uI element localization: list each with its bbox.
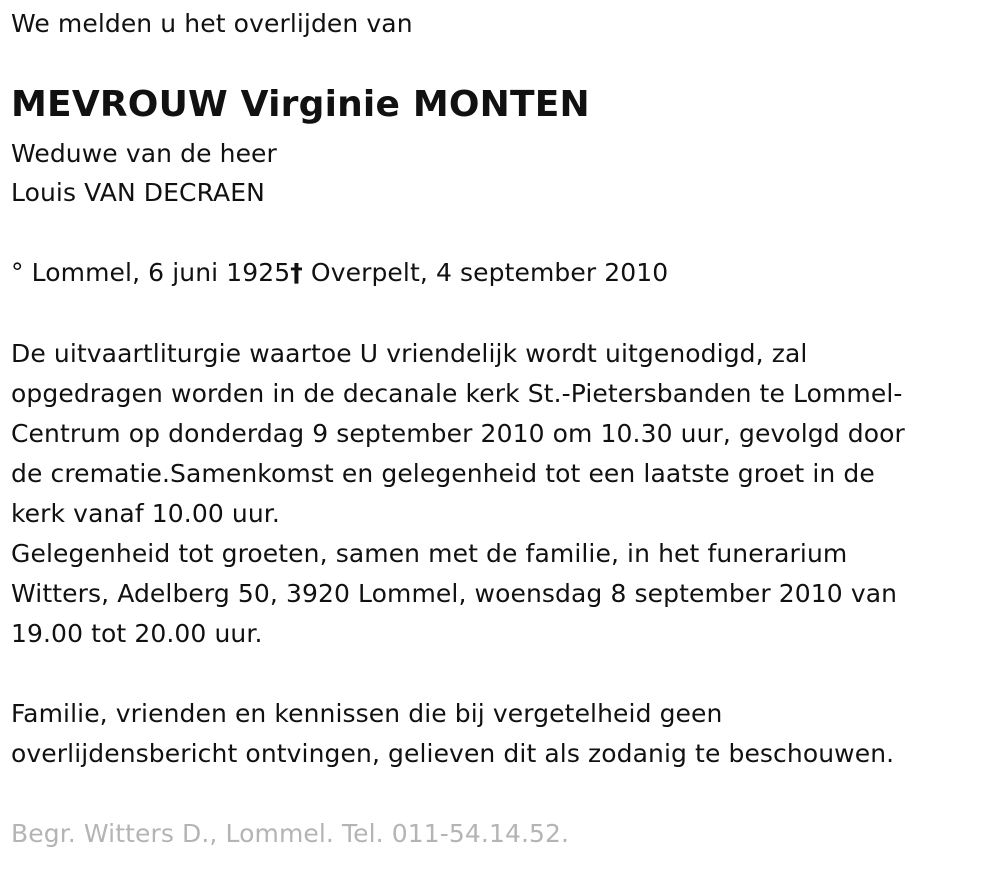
cross-icon: † [290,258,303,287]
notice-line: Familie, vrienden en kennissen die bij vergetelheid geen [11,699,723,728]
deceased-name: MEVROUW Virginie MONTEN [11,84,590,125]
ceremony-line: Gelegenheid tot groeten, samen met de familie, in het funerarium [11,539,848,568]
ceremony-line: 19.00 tot 20.00 uur. [11,619,263,648]
notice-line: overlijdensbericht ontvingen, gelieven dit als zodanig te beschouwen. [11,739,895,768]
intro-text: We melden u het overlijden van [11,9,413,38]
ceremony-line: De uitvaartliturgie waartoe U vriendelijk wordt uitgenodigd, zal [11,339,808,368]
ceremony-line: opgedragen worden in de decanale kerk St.-Pietersbanden te Lommel- [11,379,903,408]
funeral-director-footer: Begr. Witters D., Lommel. Tel. 011-54.14.52. [11,819,570,848]
relation-line-2: Louis VAN DECRAEN [11,178,265,207]
death-date: Overpelt, 4 september 2010 [302,258,669,287]
ceremony-line: de crematie.Samenkomst en gelegenheid tot een laatste groet in de [11,459,875,488]
ceremony-line: Witters, Adelberg 50, 3920 Lommel, woensdag 8 september 2010 van [11,579,898,608]
ceremony-line: kerk vanaf 10.00 uur. [11,499,280,528]
birth-death-dates [11,253,668,293]
relation-line-1: Weduwe van de heer [11,139,277,168]
birth-date: ° Lommel, 6 juni 1925 [11,258,291,287]
ceremony-line: Centrum op donderdag 9 september 2010 om 10.30 uur, gevolgd door [11,419,905,448]
